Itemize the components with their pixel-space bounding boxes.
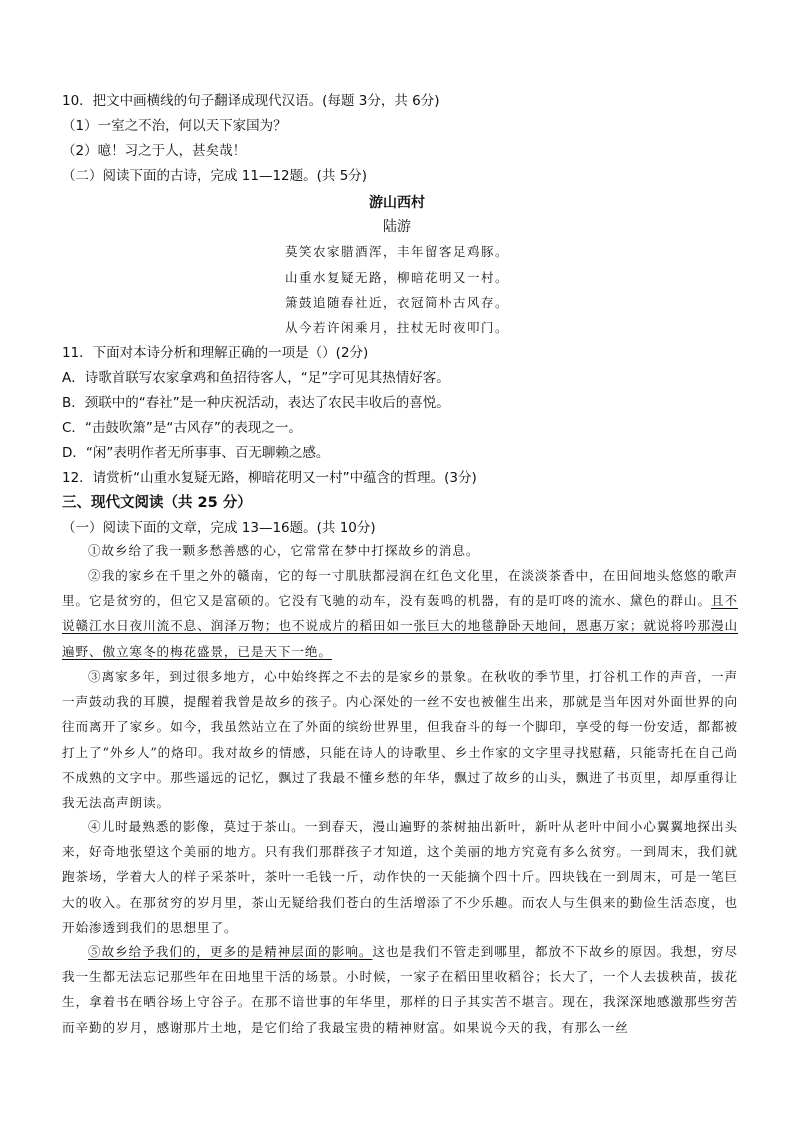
article-paragraph-3 <box>62 664 738 815</box>
poem-line: 山重水复疑无路，柳暗花明又一村。 <box>284 270 509 285</box>
poem-line: 莫笑农家腊酒浑，丰年留客足鸡豚。 <box>284 244 509 259</box>
paragraph-text: ②我的家乡在千里之外的赣南，它的每一寸肌肤都浸润在红色文化里，在淡淡茶香中，在田间地头悠悠的歌声里。它是贫穷的，但它又是富硕的。它没有飞驰的动车，没有轰鸣的机器，有的是叮咚的流水、黛色的群山。 <box>62 568 738 609</box>
paragraph-text: ③离家多年，到过很多地方，心中始终挥之不去的是家乡的景象。在秋收的季节里，打谷机工作的声音，一声一声鼓动我的耳膜，提醒着我曾是故乡的孩子。内心深处的一丝不安也被催生出来，那就是当年因对外面世界的向往而离开了家乡。如今，我虽然站立在了外面的缤纷世界里，但我奋斗的每一个脚印，享受的每一份安适，都都被打上了“外乡人”的烙印。我对故乡的情感，只能在诗人的诗歌里、乡土作家的文字里寻找慰藉，只能寄托在自己尚不成熟的文字中。那些遥远的记忆，飘过了我最不懂乡愁的年华，飘过了故乡的山头，飘进了书页里，却厚重得让我无法高声朗读。 <box>62 669 738 811</box>
part2-intro: （二）阅读下面的古诗，完成 11—12题。(共 5分) <box>62 168 368 184</box>
poem-author: 陆游 <box>383 219 411 235</box>
article-paragraph-4 <box>62 814 738 940</box>
section-3-intro: （一）阅读下面的文章，完成 13—16题。(共 10分) <box>62 520 376 536</box>
question-11-option-d: D．“闲”表明作者无所事事、百无聊赖之感。 <box>62 445 330 461</box>
question-11-option-a: A．诗歌首联写农家拿鸡和鱼招待客人，“足”字可见其热情好客。 <box>62 370 450 386</box>
article-paragraph-1 <box>62 538 738 563</box>
question-11-option-c: C．“击鼓吹箫”是“古风存”的表现之一。 <box>62 420 302 436</box>
question-11-option-b: B．颈联中的“春社”是一种庆祝活动，表达了农民丰收后的喜悦。 <box>62 395 450 411</box>
section-3-heading: 三、现代文阅读（共 25 分） <box>62 495 252 511</box>
underlined-sentence: ⑤故乡给予我们的，更多的是精神层面的影响。 <box>88 944 373 959</box>
poem-title: 游山西村 <box>369 195 425 211</box>
paragraph-text: ④儿时最熟悉的影像，莫过于茶山。一到春天，漫山遍野的茶树抽出新叶，新叶从老叶中间小心翼翼地探出头来，好奇地张望这个美丽的地方。只有我们那群孩子才知道，这个美丽的地方究竟有多么贫穷。一到周末，我们就跑茶场，学着大人的样子采茶叶，茶叶一毛钱一斤，动作快的一天能摘个四十斤。四块钱在一到周末，可是一笔巨大的收入。在那贫穷的岁月里，茶山无疑给我们苍白的生活增添了不少乐趣。而农人与生俱来的勤俭生活态度，也开始渗透到我们的思想里了。 <box>62 819 738 935</box>
question-10: 10．把文中画横线的句子翻译成现代汉语。(每题 3分，共 6分) <box>62 93 440 109</box>
question-10-1: （1）一室之不治，何以天下家国为？ <box>62 118 287 134</box>
question-10-2: （2）噫！习之于人，甚矣哉！ <box>62 143 247 159</box>
question-12: 12．请赏析“山重水复疑无路，柳暗花明又一村”中蕴含的哲理。(3分) <box>62 470 477 486</box>
paragraph-text: ①故乡给了我一颗多愁善感的心，它常常在梦中打探故乡的消息。 <box>88 543 480 558</box>
question-11-stem: 11．下面对本诗分析和理解正确的一项是（）(2分) <box>62 345 369 361</box>
article-paragraph-2 <box>62 563 738 664</box>
paragraph-text: 这也是我们不管走到哪里，都放不下故乡的原因。我想，穷尽我一生都无法忘记那些年在田地里干活的场景。小时候，一家子在稻田里收稻谷；长大了，一个人去拔秧苗，拔花生，拿着书在晒谷场上守谷子。在那不谙世事的年华里，那样的日子其实苦不堪言。现在，我深深地感激那些穷苦而辛勤的岁月，感谢那片土地，是它们给了我最宝贵的精神财富。如果说今天的我，有那么一丝 <box>62 944 738 1035</box>
underlined-sentence: 且不说赣江水日夜川流不息、润泽万物；也不说成片的稻田如一张巨大的地毯静卧天地间，恩惠万家；就说将吟那漫山遍野、傲立寒冬的梅花盛景，已是天下一绝。 <box>62 593 738 659</box>
poem-line: 箫鼓追随春社近，衣冠简朴古风存。 <box>284 295 509 310</box>
article-paragraph-5 <box>62 939 738 1040</box>
poem-line: 从今若许闲乘月，拄杖无时夜叩门。 <box>284 320 509 335</box>
